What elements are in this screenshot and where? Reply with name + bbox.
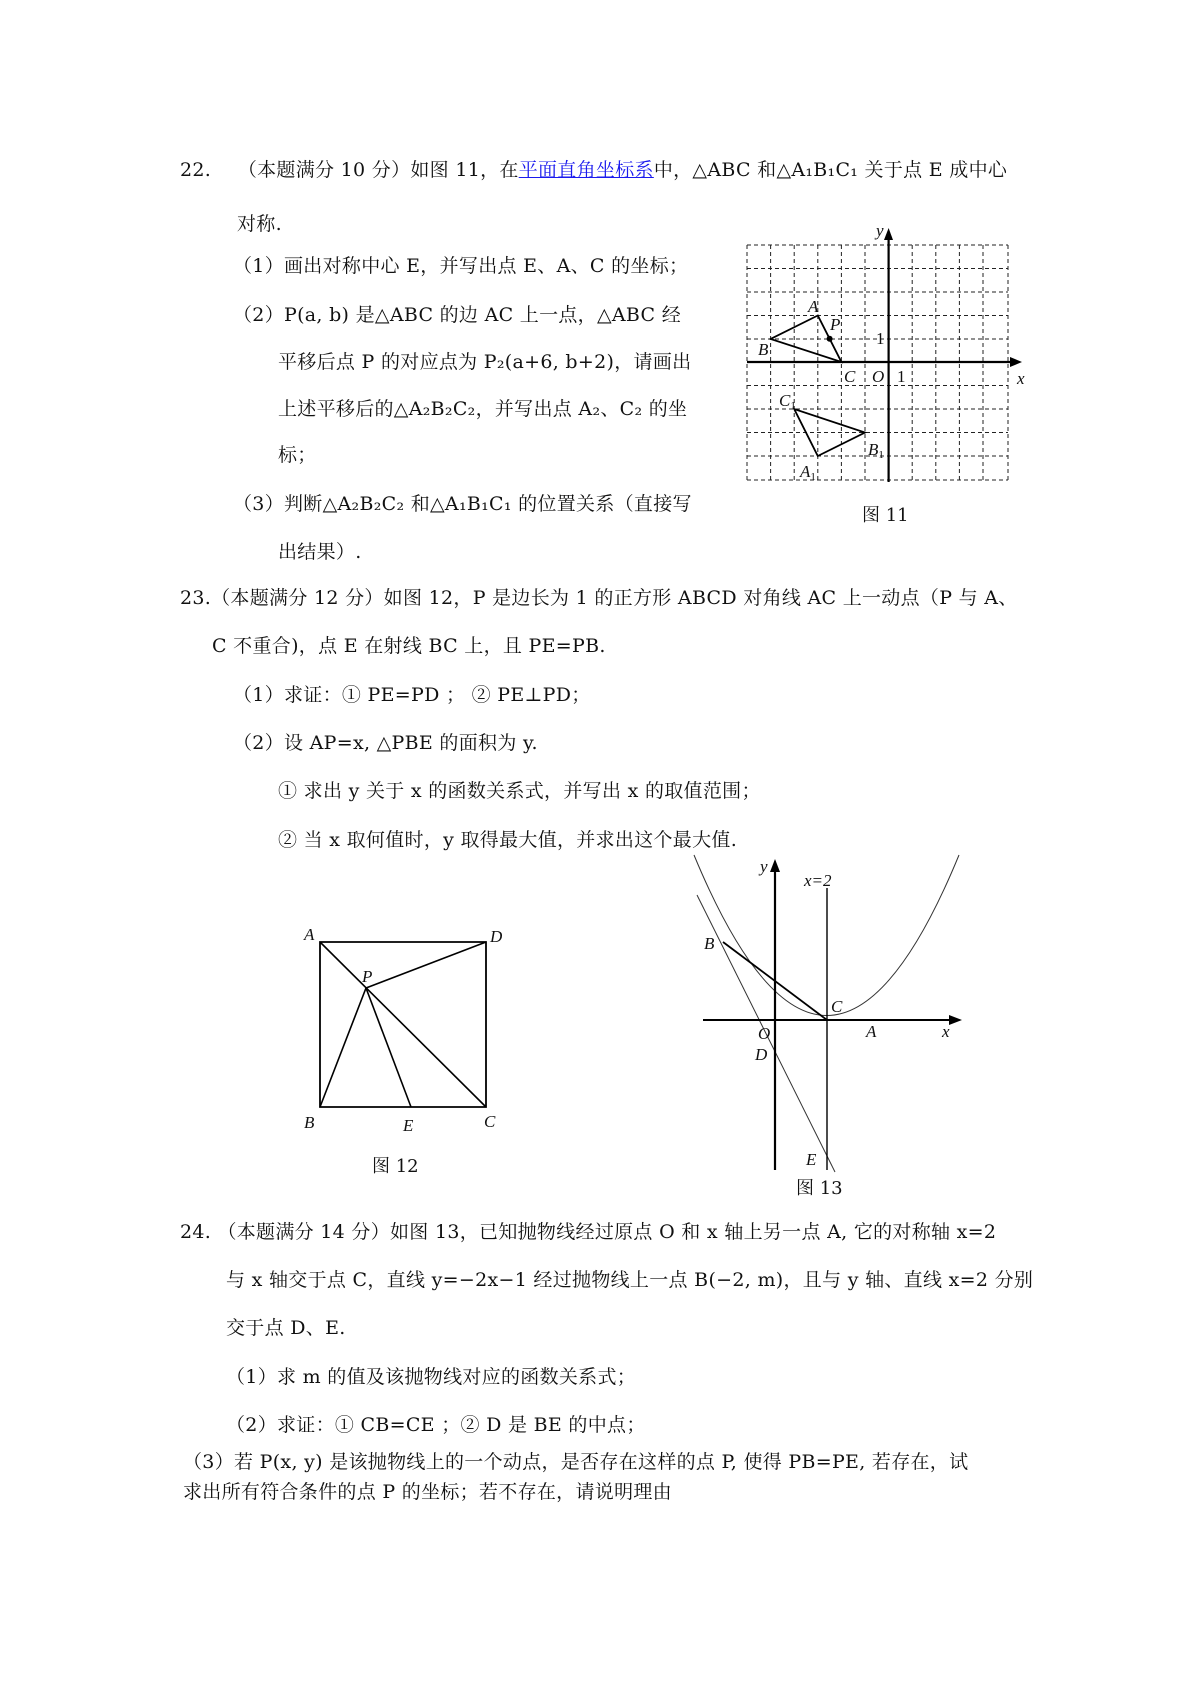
- problem-22-q2-line3: 上述平移后的△A₂B₂C₂，并写出点 A₂、C₂ 的坐: [278, 398, 688, 420]
- label-O: O: [758, 1024, 771, 1043]
- problem-score: （本题满分 10 分）: [237, 159, 411, 181]
- problem-23-line1: 23.（本题满分 12 分）如图 12，P 是边长为 1 的正方形 ABCD 对角线 AC 上一动点（P 与 A、: [180, 587, 1018, 609]
- label-D: D: [490, 927, 503, 946]
- problem-number: 22.: [180, 159, 212, 181]
- problem-24-line1: 24. （本题满分 14 分）如图 13，已知抛物线经过原点 O 和 x 轴上另一点 A, 它的对称轴 x=2: [180, 1221, 997, 1243]
- figure-12-square: [290, 910, 530, 1140]
- problem-22-q2-line1: （2）P(a, b) 是△ABC 的边 AC 上一点，△ABC 经: [233, 304, 681, 326]
- coordinate-system-link[interactable]: 平面直角坐标系: [518, 159, 654, 181]
- y-tick-1: 1: [876, 329, 885, 348]
- label-A: A: [304, 925, 315, 944]
- problem-24-q3-line2: 求出所有符合条件的点 P 的坐标；若不存在，请说明理由: [183, 1481, 672, 1503]
- point-A1-label: A1: [800, 462, 816, 483]
- problem-intro: 如图 11，在: [410, 159, 519, 181]
- problem-22-q2-line4: 标；: [278, 444, 317, 466]
- problem-24-q1: （1）求 m 的值及该抛物线对应的函数关系式；: [226, 1366, 637, 1388]
- problem-22-q3-line2: 出结果）.: [278, 541, 362, 563]
- problem-23-q2-2: ② 当 x 取何值时，y 取得最大值，并求出这个最大值.: [278, 829, 738, 851]
- origin-label: O: [872, 367, 885, 386]
- problem-22-q1: （1）画出对称中心 E，并写出点 E、A、C 的坐标；: [233, 255, 689, 277]
- label-E: E: [806, 1150, 817, 1169]
- problem-23-q1: （1）求证：① PE=PD ； ② PE⊥PD；: [233, 684, 591, 706]
- problem-intro-cont: 中，△ABC 和△A₁B₁C₁ 关于点 E 成中心: [653, 159, 1008, 181]
- label-E: E: [403, 1116, 414, 1135]
- label-C: C: [484, 1112, 496, 1131]
- problem-24-line2: 与 x 轴交于点 C，直线 y=−2x−1 经过抛物线上一点 B(−2, m)，且与 y 轴、直线 x=2 分别: [226, 1269, 1034, 1291]
- point-C1-label: C1: [779, 391, 796, 412]
- point-P-label: P: [830, 315, 841, 334]
- symmetry-axis-label: x=2: [804, 871, 832, 890]
- point-B1-label: B1: [868, 440, 884, 461]
- label-C: C: [831, 997, 843, 1016]
- problem-22-q3-line1: （3）判断△A₂B₂C₂ 和△A₁B₁C₁ 的位置关系（直接写: [233, 493, 692, 515]
- problem-24-line3: 交于点 D、E.: [226, 1317, 346, 1339]
- label-B: B: [304, 1113, 315, 1132]
- problem-24-q3-line1: （3）若 P(x, y) 是该抛物线上的一个动点，是否存在这样的点 P, 使得 PB=PE, 若存在，试: [183, 1451, 969, 1473]
- point-B-label: B: [758, 340, 769, 359]
- label-B: B: [704, 934, 715, 953]
- x-axis-label: x: [1017, 369, 1025, 388]
- problem-22-header: [180, 158, 1007, 182]
- label-P: P: [362, 967, 373, 986]
- problem-23-q2-1: ① 求出 y 关于 x 的函数关系式，并写出 x 的取值范围；: [278, 780, 761, 802]
- label-D: D: [755, 1045, 768, 1064]
- figure-13-parabola: [680, 850, 980, 1180]
- y-axis-label: y: [876, 221, 884, 240]
- point-C-label: C: [844, 367, 856, 386]
- problem-22-q2-line2: 平移后点 P 的对应点为 P₂(a+6, b+2)，请画出: [278, 351, 692, 373]
- y-axis-label: y: [760, 857, 768, 876]
- x-tick-1: 1: [897, 367, 906, 386]
- problem-23-q2: （2）设 AP=x, △PBE 的面积为 y.: [233, 732, 538, 754]
- figure-12-caption: 图 12: [372, 1156, 419, 1177]
- figure-11-grid: [740, 220, 1040, 500]
- problem-23-line2: C 不重合)，点 E 在射线 BC 上，且 PE=PB.: [212, 635, 606, 657]
- point-A-label: A: [808, 297, 819, 316]
- x-axis-label: x: [942, 1022, 950, 1041]
- figure-11-caption: 图 11: [862, 505, 909, 526]
- figure-13-caption: 图 13: [796, 1178, 843, 1199]
- problem-24-q2: （2）求证：① CB=CE ；② D 是 BE 的中点；: [226, 1414, 646, 1436]
- problem-22-intro-end: 对称.: [237, 213, 282, 235]
- label-A: A: [866, 1022, 877, 1041]
